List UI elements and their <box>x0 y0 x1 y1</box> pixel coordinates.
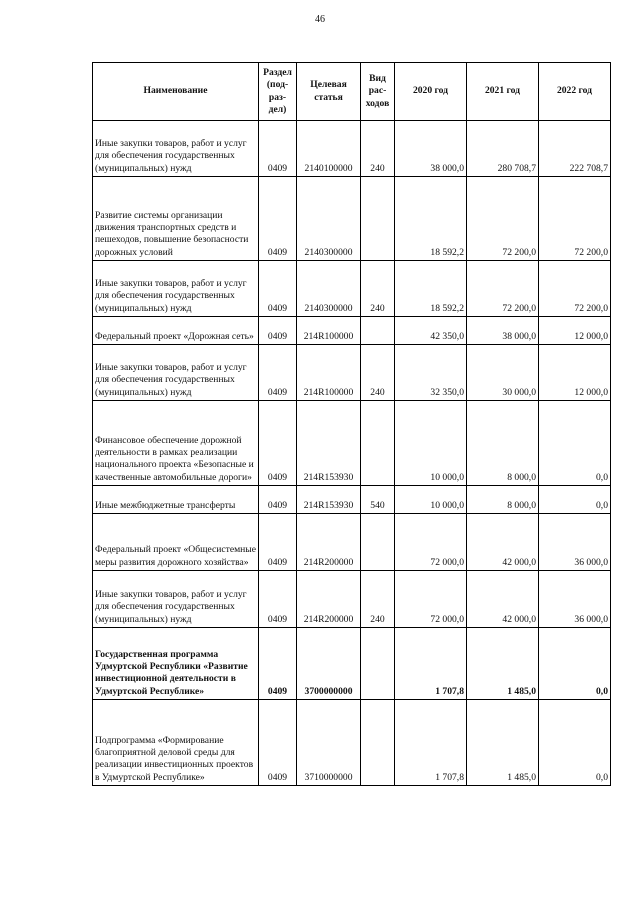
row-section: 0409 <box>259 571 297 628</box>
table-row <box>93 177 611 261</box>
header-2022: 2022 год <box>539 63 611 121</box>
row-section: 0409 <box>259 628 297 700</box>
row-2020: 32 350,0 <box>395 345 467 401</box>
row-name: Иные межбюджетные трансферты <box>93 486 259 514</box>
row-expense: 240 <box>361 571 395 628</box>
row-target: 214R100000 <box>297 317 361 345</box>
row-2021: 280 708,7 <box>467 121 539 177</box>
row-name: Государственная программа Удмуртской Республики «Развитие инвестиционной деятельности в Удмуртской Республике» <box>93 628 259 700</box>
row-2022: 0,0 <box>539 401 611 486</box>
row-2022: 0,0 <box>539 628 611 700</box>
row-expense <box>361 700 395 786</box>
row-2020: 18 592,2 <box>395 177 467 261</box>
row-2020: 72 000,0 <box>395 514 467 571</box>
header-row <box>93 63 611 121</box>
row-expense <box>361 317 395 345</box>
row-2020: 42 350,0 <box>395 317 467 345</box>
table-row <box>93 401 611 486</box>
budget-table <box>92 62 611 786</box>
header-2020: 2020 год <box>395 63 467 121</box>
header-expense: Вид рас-ходов <box>361 63 395 121</box>
row-section: 0409 <box>259 345 297 401</box>
header-name: Наименование <box>93 63 259 121</box>
row-target: 2140100000 <box>297 121 361 177</box>
row-target: 214R200000 <box>297 571 361 628</box>
row-target: 3700000000 <box>297 628 361 700</box>
row-2021: 30 000,0 <box>467 345 539 401</box>
row-2020: 1 707,8 <box>395 700 467 786</box>
table-row-program <box>93 628 611 700</box>
row-2022: 72 200,0 <box>539 177 611 261</box>
row-expense: 540 <box>361 486 395 514</box>
row-2020: 10 000,0 <box>395 401 467 486</box>
header-2021: 2021 год <box>467 63 539 121</box>
row-target: 214R153930 <box>297 401 361 486</box>
row-2020: 18 592,2 <box>395 261 467 317</box>
table-row <box>93 486 611 514</box>
row-expense <box>361 628 395 700</box>
row-name: Иные закупки товаров, работ и услуг для обеспечения государственных (муниципальных) нужд <box>93 261 259 317</box>
row-name: Иные закупки товаров, работ и услуг для обеспечения государственных (муниципальных) нужд <box>93 571 259 628</box>
row-2022: 12 000,0 <box>539 317 611 345</box>
row-section: 0409 <box>259 514 297 571</box>
row-section: 0409 <box>259 177 297 261</box>
row-2021: 72 200,0 <box>467 177 539 261</box>
table-row <box>93 514 611 571</box>
header-target: Целевая статья <box>297 63 361 121</box>
row-expense: 240 <box>361 345 395 401</box>
row-name: Федеральный проект «Дорожная сеть» <box>93 317 259 345</box>
row-target: 214R153930 <box>297 486 361 514</box>
table-row <box>93 571 611 628</box>
row-2021: 72 200,0 <box>467 261 539 317</box>
row-2022: 0,0 <box>539 700 611 786</box>
table-row <box>93 700 611 786</box>
row-2022: 36 000,0 <box>539 571 611 628</box>
row-2022: 36 000,0 <box>539 514 611 571</box>
row-name: Иные закупки товаров, работ и услуг для обеспечения государственных (муниципальных) нужд <box>93 121 259 177</box>
row-2020: 72 000,0 <box>395 571 467 628</box>
row-2021: 1 485,0 <box>467 700 539 786</box>
row-section: 0409 <box>259 700 297 786</box>
row-2021: 42 000,0 <box>467 571 539 628</box>
row-2022: 0,0 <box>539 486 611 514</box>
row-target: 2140300000 <box>297 177 361 261</box>
row-2020: 38 000,0 <box>395 121 467 177</box>
row-expense <box>361 401 395 486</box>
row-2020: 10 000,0 <box>395 486 467 514</box>
row-expense: 240 <box>361 261 395 317</box>
row-2022: 222 708,7 <box>539 121 611 177</box>
row-name: Федеральный проект «Общесистемные меры развития дорожного хозяйства» <box>93 514 259 571</box>
row-section: 0409 <box>259 121 297 177</box>
row-2022: 12 000,0 <box>539 345 611 401</box>
row-name: Иные закупки товаров, работ и услуг для обеспечения государственных (муниципальных) нужд <box>93 345 259 401</box>
row-expense <box>361 514 395 571</box>
page-number: 46 <box>315 14 325 25</box>
row-name: Развитие системы организации движения транспортных средств и пешеходов, повышение безопасности дорожных условий <box>93 177 259 261</box>
row-section: 0409 <box>259 401 297 486</box>
row-name: Финансовое обеспечение дорожной деятельности в рамках реализации национального проекта «Безопасные и качественные автомобильные дороги» <box>93 401 259 486</box>
table-row <box>93 121 611 177</box>
row-target: 214R200000 <box>297 514 361 571</box>
row-section: 0409 <box>259 486 297 514</box>
header-section: Раздел (под-раз-дел) <box>259 63 297 121</box>
row-2021: 8 000,0 <box>467 401 539 486</box>
row-expense: 240 <box>361 121 395 177</box>
row-expense <box>361 177 395 261</box>
row-2021: 42 000,0 <box>467 514 539 571</box>
row-name: Подпрограмма «Формирование благоприятной деловой среды для реализации инвестиционных проектов в Удмуртской Республике» <box>93 700 259 786</box>
row-2021: 38 000,0 <box>467 317 539 345</box>
table-row <box>93 317 611 345</box>
row-section: 0409 <box>259 261 297 317</box>
table-row <box>93 261 611 317</box>
row-target: 3710000000 <box>297 700 361 786</box>
row-2021: 8 000,0 <box>467 486 539 514</box>
row-2020: 1 707,8 <box>395 628 467 700</box>
row-section: 0409 <box>259 317 297 345</box>
row-target: 2140300000 <box>297 261 361 317</box>
table-row <box>93 345 611 401</box>
row-target: 214R100000 <box>297 345 361 401</box>
row-2021: 1 485,0 <box>467 628 539 700</box>
row-2022: 72 200,0 <box>539 261 611 317</box>
